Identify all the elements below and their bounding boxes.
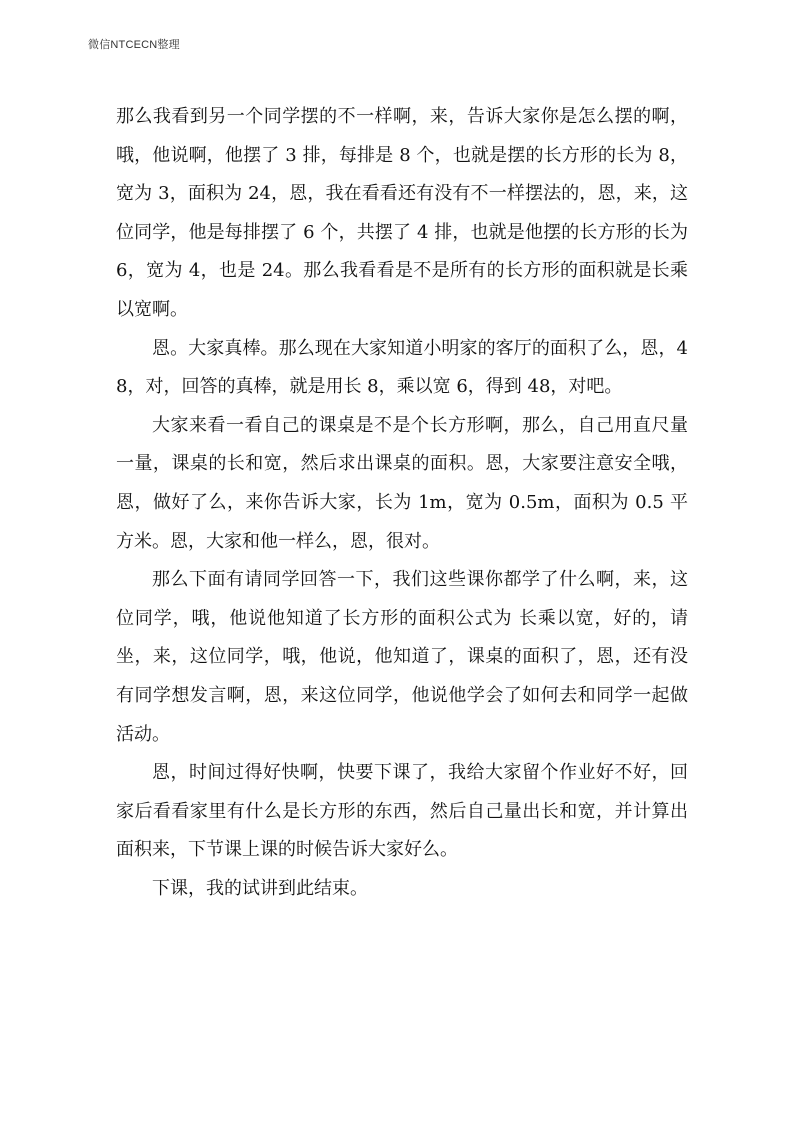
page-header-watermark: 微信NTCECN整理 [88,39,180,51]
document-body [116,98,688,908]
paragraph-2: 恩。大家真棒。那么现在大家知道小明家的客厅的面积了么，恩，48，对，回答的真棒，就是用长 8，乘以宽 6，得到 48，对吧。 [116,337,688,398]
paragraph-6: 下课，我的试讲到此结束。 [152,877,368,899]
paragraph-3: 大家来看一看自己的课桌是不是个长方形啊，那么，自己用直尺量一量，课桌的长和宽，然后求出课桌的面积。恩，大家要注意安全哦，恩，做好了么，来你告诉大家，长为 1m，宽为 0.5m，面积为 0.5 平方米。恩，大家和他一样么，恩，很对。 [116,414,688,552]
paragraph-1: 那么我看到另一个同学摆的不一样啊，来，告诉大家你是怎么摆的啊，哦，他说啊，他摆了 3 排，每排是 8 个，也就是摆的长方形的长为 8，宽为 3，面积为 24，恩，我在看看还有没有不一样摆法的，恩，来，这位同学，他是每排摆了 6 个，共摆了 4 排，也就是他摆的长方形的长为 6，宽为 4，也是 24。那么我看看是不是所有的长方形的面积就是长乘以宽啊。 [116,106,688,320]
paragraph-4: 那么下面有请同学回答一下，我们这些课你都学了什么啊，来，这位同学，哦，他说他知道了长方形的面积公式为 长乘以宽，好的，请坐，来，这位同学，哦，他说，他知道了，课桌的面积了，恩，还有没有同学想发言啊，恩，来这位同学，他说他学会了如何去和同学一起做活动。 [116,569,688,745]
paragraph-5: 恩，时间过得好快啊，快要下课了，我给大家留个作业好不好，回家后看看家里有什么是长方形的东西，然后自己量出长和宽，并计算出面积来，下节课上课的时候告诉大家好么。 [116,762,688,861]
